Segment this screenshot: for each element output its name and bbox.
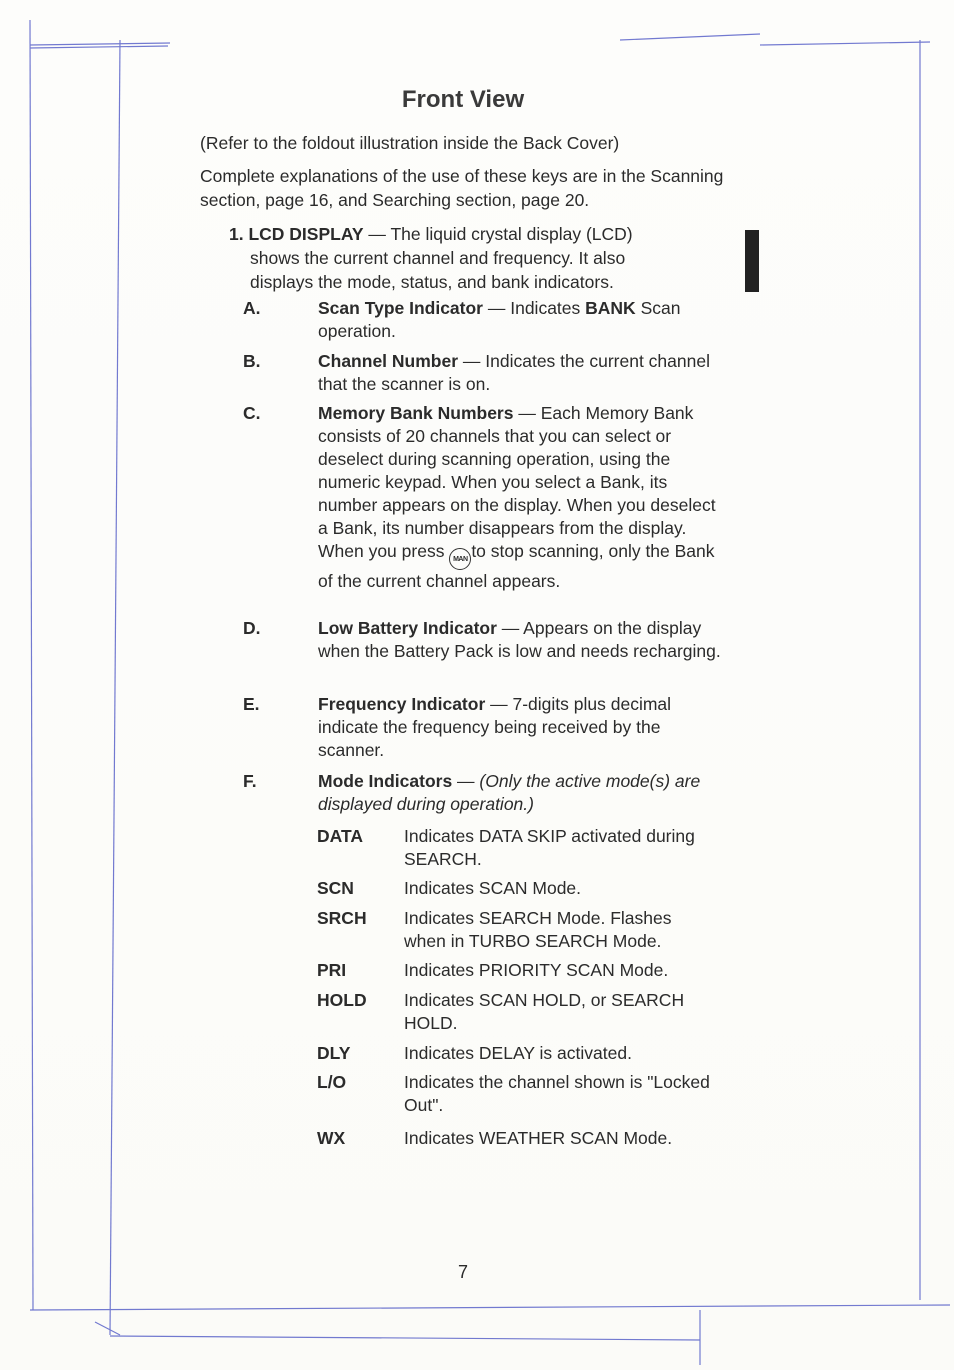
mode-row-dly — [317, 1042, 737, 1065]
subitem-text: to stop scanning, only the Bank of the current channel appears. — [318, 541, 715, 591]
page-number: 7 — [457, 1262, 468, 1282]
mode-row-lo — [317, 1071, 737, 1117]
mode-row-srch — [317, 907, 737, 953]
subitem-c — [243, 402, 733, 593]
subitem-italic-note: (Only the active mode(s) are displayed during operation.) — [318, 771, 701, 814]
subitem-heading: Memory Bank Numbers — [318, 403, 514, 423]
mode-code: DATA — [317, 826, 364, 846]
bank-keyword: BANK — [585, 298, 636, 318]
mode-code: SRCH — [317, 908, 367, 928]
mode-description: Indicates SEARCH Mode. Flashes when in TURBO SEARCH Mode. — [404, 908, 672, 951]
mode-code: PRI — [317, 960, 347, 980]
subitem-text: Scan operation. — [318, 298, 681, 341]
subitem-letter: C. — [243, 403, 261, 423]
subitem-heading: Mode Indicators — [318, 771, 453, 791]
subitem-f — [243, 770, 733, 816]
mode-row-pri — [317, 959, 737, 982]
subitem-text: — Indicates — [483, 298, 586, 318]
subitem-text: — — [452, 771, 480, 791]
subitem-heading: Frequency Indicator — [318, 694, 486, 714]
mode-description: Indicates PRIORITY SCAN Mode. — [404, 960, 669, 980]
lcd-display-text: shows the current channel and frequency. It also displays the mode, status, and bank indicators. — [250, 248, 626, 292]
subitem-letter: B. — [243, 351, 261, 371]
subitem-heading: Scan Type Indicator — [318, 298, 483, 318]
mode-row-wx — [317, 1127, 737, 1150]
mode-description: Indicates DATA SKIP activated during SEARCH. — [404, 826, 695, 869]
subitem-letter: E. — [243, 694, 260, 714]
mode-description: Indicates WEATHER SCAN Mode. — [404, 1128, 673, 1148]
mode-row-data — [317, 825, 737, 871]
mode-row-hold — [317, 989, 737, 1035]
refer-note: (Refer to the foldout illustration inside the Back Cover) — [200, 133, 620, 153]
mode-code: SCN — [317, 878, 354, 898]
subitem-text: — Each Memory Bank consists of 20 channels that you can select or deselect during scanning operation, using the numeric keypad. When you select a Bank, its number appears on the display. When you deselect a Bank, its number disappears from the display. When you press — [318, 403, 716, 561]
mode-row-scn — [317, 877, 737, 900]
subitem-letter: F. — [243, 771, 257, 791]
mode-code: WX — [317, 1128, 346, 1148]
subitem-letter: D. — [243, 618, 261, 638]
mode-description: Indicates SCAN HOLD, or SEARCH HOLD. — [404, 990, 685, 1033]
mode-description: Indicates DELAY is activated. — [404, 1043, 632, 1063]
mode-description: Indicates the channel shown is "Locked Out". — [404, 1072, 710, 1115]
intro-paragraph: Complete explanations of the use of these keys are in the Scanning section, page 16, and Searching section, page 20. — [200, 166, 724, 210]
subitem-heading: Channel Number — [318, 351, 459, 371]
lcd-display-heading: 1. LCD DISPLAY — [229, 224, 364, 244]
subitem-text: — Indicates the current channel that the scanner is on. — [318, 351, 710, 394]
subitem-letter: A. — [243, 298, 261, 318]
mode-description: Indicates SCAN Mode. — [404, 878, 582, 898]
subitem-e — [243, 693, 733, 762]
mode-code: L/O — [317, 1072, 347, 1092]
man-key-icon: MAN — [449, 548, 471, 570]
margin-bar-mark — [745, 230, 759, 292]
mode-code: HOLD — [317, 990, 367, 1010]
lcd-display-item — [229, 222, 689, 294]
subitem-d — [243, 617, 733, 663]
mode-code: DLY — [317, 1043, 351, 1063]
page-title: Front View — [401, 86, 525, 113]
subitem-text: — 7-digits plus decimal indicate the frequency being received by the scanner. — [318, 694, 672, 760]
subitem-a — [243, 297, 733, 343]
subitem-text: — Appears on the display when the Battery Pack is low and needs recharging. — [318, 618, 721, 661]
subitem-b — [243, 350, 733, 396]
lcd-display-line1: — The liquid crystal display (LCD) — [363, 224, 633, 244]
subitem-heading: Low Battery Indicator — [318, 618, 497, 638]
